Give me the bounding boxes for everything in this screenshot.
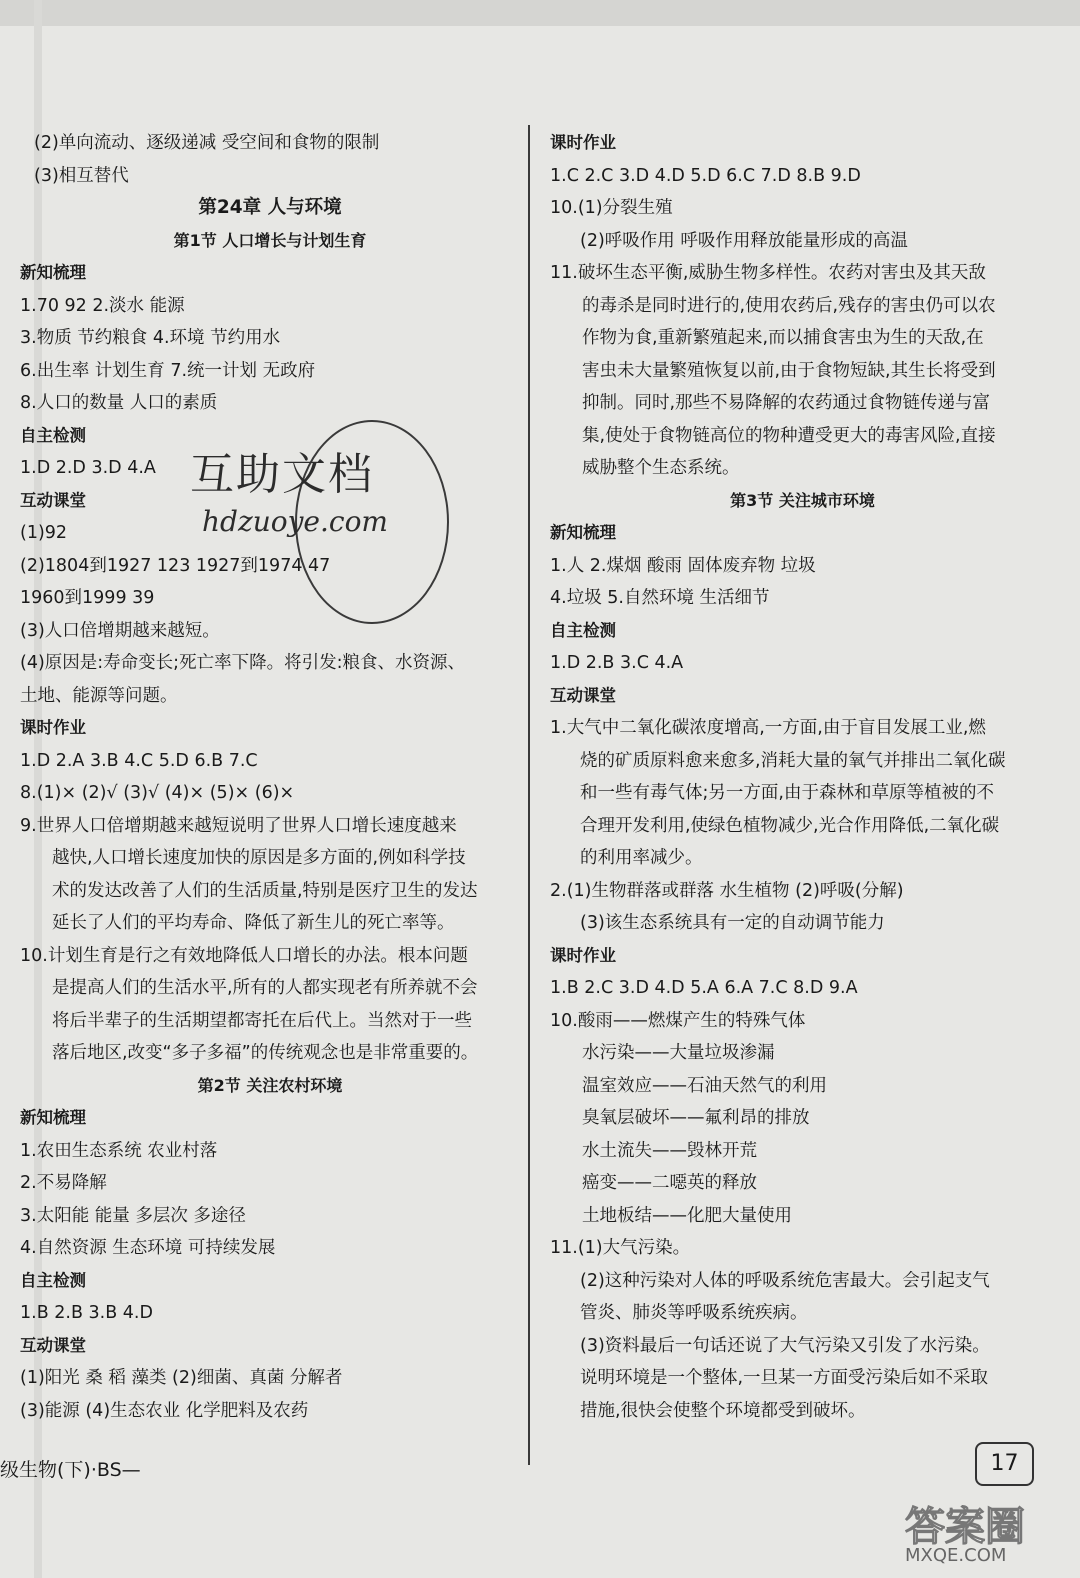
text-line: 管炎、肺炎等呼吸系统疾病。 [580,1303,808,1323]
page-number: 17 [975,1442,1034,1486]
text-line: 4.自然资源 生态环境 可持续发展 [20,1238,276,1258]
column-divider [528,125,530,1465]
text-line: 癌变——二噁英的释放 [582,1173,757,1193]
text-line: 1.70 92 2.淡水 能源 [20,295,185,316]
text-line: 11.(1)大气污染。 [550,1238,691,1258]
corner-logo-title: 答案圈 [905,1504,1025,1550]
text-line: 1.B 2.C 3.D 4.D 5.A 6.A 7.C 8.D 9.A [550,978,858,998]
text-line: 3.太阳能 能量 多层次 多途径 [20,1205,246,1226]
text-line: 1.D 2.A 3.B 4.C 5.D 6.B 7.C [20,750,258,771]
text-line: 2.不易降解 [20,1173,107,1193]
subsection-heading: 互动课堂 [20,490,86,510]
text-line: 水土流失——毁林开荒 [582,1140,757,1161]
text-line: 术的发达改善了人们的生活质量,特别是医疗卫生的发达 [52,880,478,901]
handwritten-watermark [190,420,460,620]
text-line: 10.计划生育是行之有效地降低人口增长的办法。根本问题 [20,945,468,966]
top-edge-shadow [0,0,1080,26]
text-line: (2)呼吸作用 呼吸作用释放能量形成的高温 [580,230,908,251]
text-line: 1.D 2.B 3.C 4.A [550,653,684,673]
section-title: 第3节 关注城市环境 [730,490,875,510]
text-line: (3)该生态系统具有一定的自动调节能力 [580,913,885,933]
text-line: 抑制。同时,那些不易降解的农药通过食物链传递与富 [582,393,991,413]
text-line: 温室效应——石油天然气的利用 [582,1075,827,1096]
text-line: 10.酸雨——燃煤产生的特殊气体 [550,1010,806,1031]
text-line: 臭氧层破坏——氟利昂的排放 [582,1108,810,1128]
text-line: 1.大气中二氧化碳浓度增高,一方面,由于盲目发展工业,燃 [550,718,986,738]
subsection-heading: 课时作业 [550,945,616,965]
section-title: 第2节 关注农村环境 [197,1075,343,1095]
text-line: 1.农田生态系统 农业村落 [20,1140,218,1161]
text-line: 11.破坏生态平衡,威胁生物多样性。农药对害虫及其天敌 [550,263,986,283]
subsection-heading: 互动课堂 [550,685,616,705]
subsection-heading: 课时作业 [550,133,616,152]
text-line: 说明环境是一个整体,一旦某一方面受污染后如不采取 [580,1368,989,1388]
text-line: (4)原因是:寿命变长;死亡率下降。将引发:粮食、水资源、 [20,653,465,673]
text-line: 措施,很快会使整个环境都受到破坏。 [580,1400,866,1421]
text-line: (2)单向流动、逐级递减 受空间和食物的限制 [34,133,380,153]
footer-book-label: 级生物(下)·BS— [0,1459,141,1481]
subsection-heading: 新知梳理 [20,1108,86,1127]
subsection-heading: 自主检测 [550,620,616,640]
subsection-heading: 自主检测 [20,425,86,445]
text-line: 9.世界人口倍增期越来越短说明了世界人口增长速度越来 [20,815,457,836]
text-line: 1.人 2.煤烟 酸雨 固体废弃物 垃圾 [550,555,816,576]
text-line: 1960到1999 39 [20,588,155,608]
subsection-heading: 课时作业 [20,718,86,737]
watermark-url: hdzuoye.com [202,505,388,538]
text-line: 将后半辈子的生活期望都寄托在后代上。当然对于一些 [52,1010,472,1031]
text-line: 8.(1)× (2)√ (3)√ (4)× (5)× (6)× [20,783,295,803]
text-line: 的利用率减少。 [580,848,703,868]
subsection-heading: 新知梳理 [20,263,86,282]
text-line: 落后地区,改变“多子多福”的传统观念也是非常重要的。 [52,1043,479,1063]
text-line: 和一些有毒气体;另一方面,由于森林和草原等植被的不 [580,783,994,803]
text-line: (3)能源 (4)生态农业 化学肥料及农药 [20,1400,309,1421]
text-line: 6.出生率 计划生育 7.统一计划 无政府 [20,360,316,381]
corner-logo-url: MXQE.COM [905,1545,1007,1566]
text-line: (3)相互替代 [34,165,129,186]
subsection-heading: 互动课堂 [20,1335,86,1355]
text-line: 10.(1)分裂生殖 [550,198,673,218]
text-line: (2)这种污染对人体的呼吸系统危害最大。会引起支气 [580,1270,990,1291]
text-line: 的毒杀是同时进行的,使用农药后,残存的害虫仍可以农 [582,295,996,316]
text-line: 烧的矿质原料愈来愈多,消耗大量的氧气并排出二氧化碳 [580,750,1006,771]
subsection-heading: 新知梳理 [550,523,616,542]
right-column [550,127,1055,1427]
text-line: 是提高人们的生活水平,所有的人都实现老有所养就不会 [52,978,478,998]
text-line: 害虫未大量繁殖恢复以前,由于食物短缺,其生长将受到 [582,360,996,381]
text-line: 合理开发利用,使绿色植物减少,光合作用降低,二氧化碳 [580,815,1000,836]
text-line: 1.B 2.B 3.B 4.D [20,1303,153,1323]
text-line: 土地、能源等问题。 [20,685,178,706]
text-line: 3.物质 节约粮食 4.环境 节约用水 [20,328,281,348]
text-line: (3)资料最后一句话还说了大气污染又引发了水污染。 [580,1335,990,1356]
text-line: 2.(1)生物群落或群落 水生植物 (2)呼吸(分解) [550,880,904,901]
text-line: (1)92 [20,523,68,543]
text-line: 8.人口的数量 人口的素质 [20,393,218,413]
text-line: 威胁整个生态系统。 [582,458,740,478]
text-line: 1.D 2.D 3.D 4.A [20,458,156,478]
left-column [20,127,520,1427]
text-line: 作物为食,重新繁殖起来,而以捕食害虫为生的天敌,在 [582,328,984,348]
text-line: 1.C 2.C 3.D 4.D 5.D 6.C 7.D 8.B 9.D [550,165,861,186]
text-line: 延长了人们的平均寿命、降低了新生儿的死亡率等。 [52,913,455,933]
text-line: 4.垃圾 5.自然环境 生活细节 [550,588,770,608]
corner-logo [905,1495,1075,1575]
text-line: 水污染——大量垃圾渗漏 [582,1043,775,1063]
chapter-title: 第24章 人与环境 [198,197,342,218]
subsection-heading: 自主检测 [20,1270,86,1290]
text-line: (2)1804到1927 123 1927到1974 47 [20,555,331,576]
section-title: 第1节 人口增长与计划生育 [173,230,367,250]
text-line: 土地板结——化肥大量使用 [582,1205,792,1226]
text-line: 集,使处于食物链高位的物种遭受更大的毒害风险,直接 [582,425,996,446]
watermark-title: 互助文档 [190,449,374,500]
text-line: (3)人口倍增期越来越短。 [20,620,220,641]
text-line: 越快,人口增长速度加快的原因是多方面的,例如科学技 [52,848,466,868]
text-line: (1)阳光 桑 稻 藻类 (2)细菌、真菌 分解者 [20,1368,343,1388]
